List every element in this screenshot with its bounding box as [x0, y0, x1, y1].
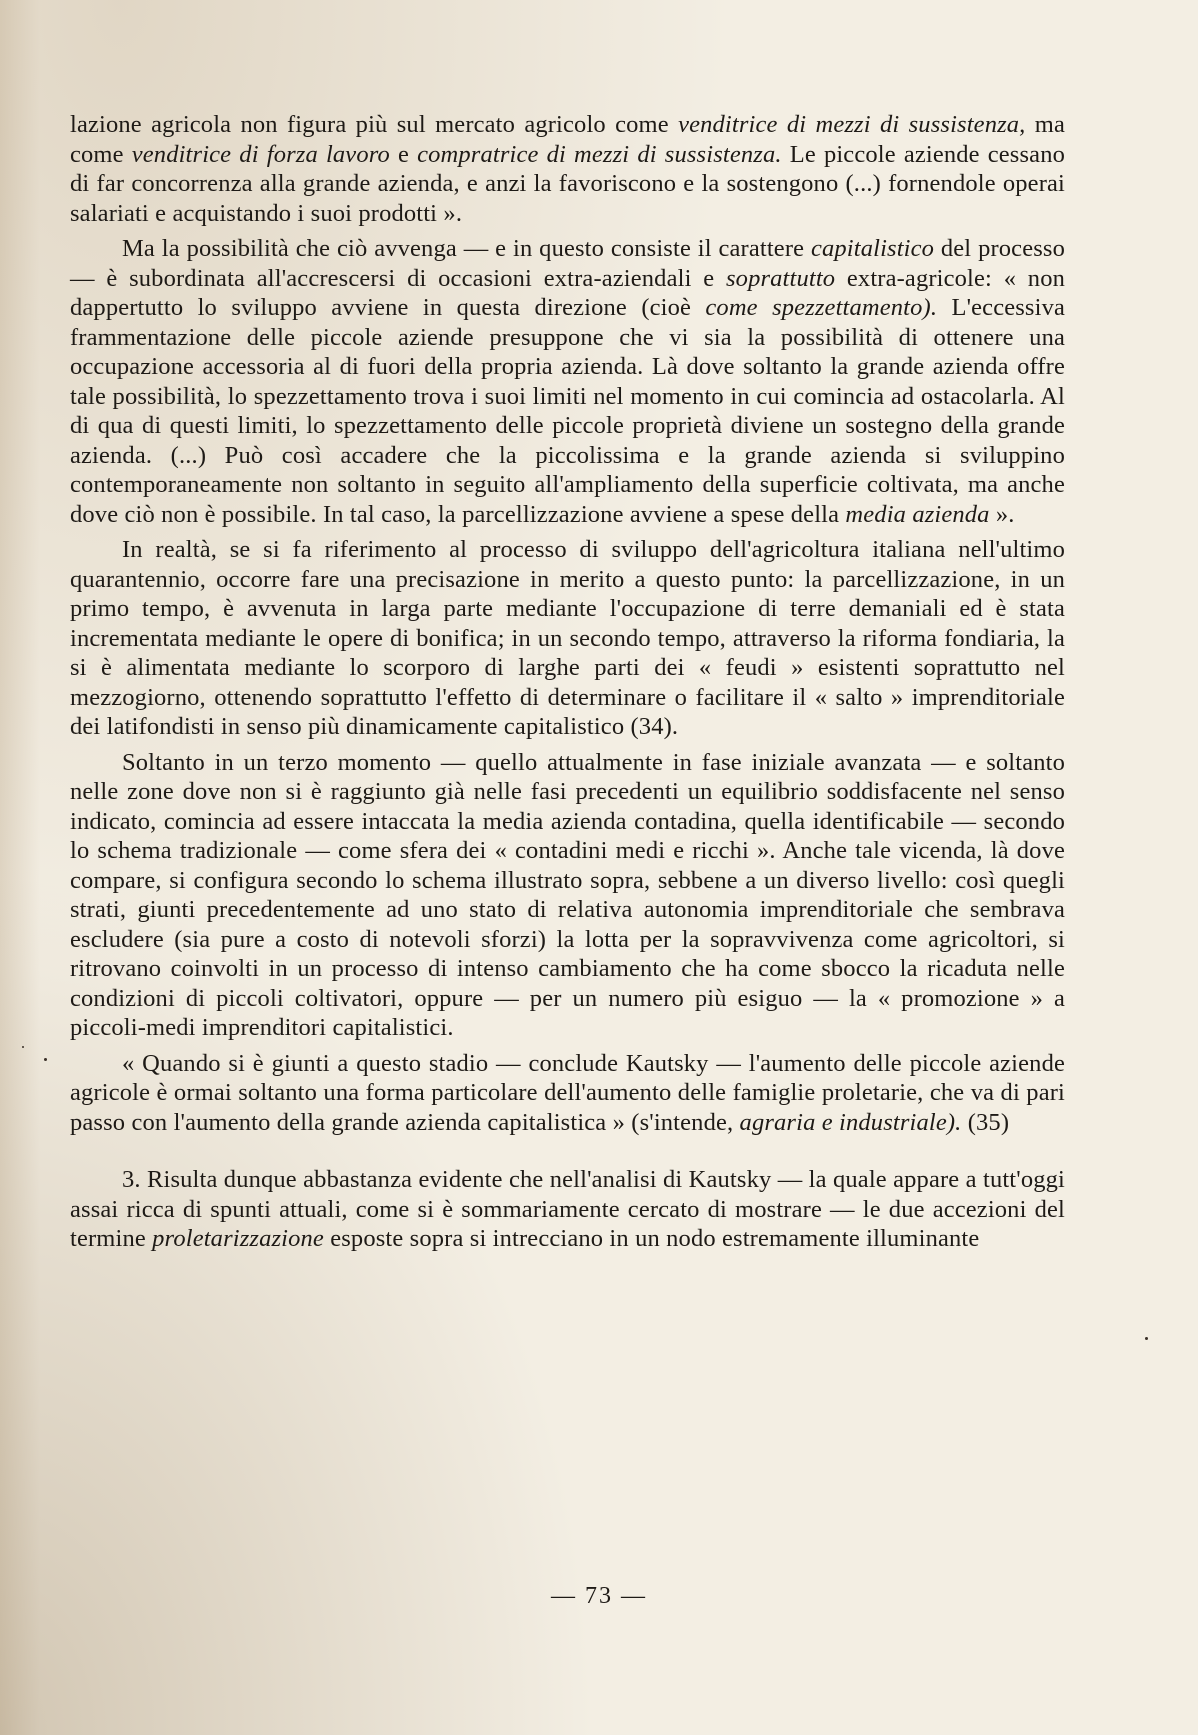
italic-run: compratrice di mezzi di sussistenza.	[417, 140, 782, 168]
text-run: del processo — è subordinata all'accrescersi di occasioni extra-aziendali e	[70, 235, 1065, 292]
italic-run: come spezzettamento).	[705, 294, 938, 321]
paragraph-2	[70, 234, 1065, 529]
text-run: Soltanto in un terzo momento — quello attualmente in fase iniziale avanzata — e soltanto nelle zone dove non si è raggiunto già nelle fasi precedenti un equilibrio soddisfacente nel senso indicato, comincia ad essere intaccata la media azienda contadina, quella identificabile — secondo lo schema tradizionale — come sfera dei « contadini medi e ricchi ». Anche tale vicenda, là dove compare, si configura secondo lo schema illustrato sopra, sebbene a un diverso livello: così quegli strati, giunti precedentemente ad uno stato di relativa autonomia imprenditoriale che sembrava escludere (sia pure a costo di notevoli sforzi) la lotta per la sopravvivenza come agricoltori, si ritrovano coinvolti in un processo di intenso cambiamento che ha come sbocco la ricaduta nelle condizioni di piccoli coltivatori, oppure — per un numero più esiguo — la « promozione » a piccoli-medi imprenditori capitalistici.	[70, 748, 1065, 1041]
text-run: e	[389, 140, 418, 168]
text-run: ma come	[70, 111, 1066, 168]
paragraph-1	[70, 110, 1065, 228]
text-run: Ma la possibilità che ciò avvenga — e in questo consiste il carattere	[122, 235, 811, 262]
italic-run: venditrice di forza lavoro	[131, 140, 390, 168]
paragraph-6-section-3	[70, 1165, 1065, 1254]
paragraph-3	[70, 535, 1065, 742]
text-run: In realtà, se si fa riferimento al processo di sviluppo dell'agricoltura italiana nell'ultimo quarantennio, occorre fare una precisazione in merito a questo punto: la parcellizzazione, in un primo tempo, è avvenuta in larga parte mediante l'occupazione di terre demaniali ed è stata incrementata mediante le opere di bonifica; in un secondo tempo, attraverso la riforma fondiaria, la si è alimentata mediante lo scorporo di larghe parti dei « feudi » esistenti soprattutto nel mezzogiorno, ottenendo soprattutto l'effetto di determinare o facilitare il « salto » imprenditoriale dei latifondisti in senso più dinamicamente capitalistico (34).	[70, 536, 1065, 740]
text-run: esposte sopra si intrecciano in un nodo estremamente illuminante	[323, 1225, 980, 1252]
text-run: lazione agricola non figura più sul mercato agricolo come	[70, 111, 679, 138]
italic-run: soprattutto	[725, 264, 836, 292]
text-run: 3. Risulta dunque abbastanza evidente che nell'analisi di Kautsky — la quale appare a tutt'oggi assai ricca di spunti attuali, come si è sommariamente cercato di mostrare — le due accezioni del termine	[70, 1166, 1065, 1252]
text-run: « Quando si è giunti a questo stadio — conclude Kautsky — l'aumento delle piccole aziende agricole è ormai soltanto una forma particolare dell'aumento delle famiglie proletarie, che va di pari passo con l'aumento della grande azienda capitalistica » (s'intende,	[70, 1049, 1065, 1136]
text-run: extra-agricole: « non dappertutto lo sviluppo avviene in questa direzione (cioè	[70, 264, 1066, 321]
italic-run: media azienda	[845, 500, 990, 528]
body-text	[70, 110, 1065, 1260]
page-number: — 73 —	[551, 1583, 647, 1609]
text-run: ».	[989, 500, 1015, 528]
scan-speck	[44, 1058, 47, 1061]
text-run: L'eccessiva frammentazione delle piccole aziende presuppone che vi sia la possibilità di ottenere una occupazione accessoria al di fuori della propria azienda. Là dove soltanto la grande azienda offre tale possibilità, lo spezzettamento trova i suoi limiti nel momento in cui comincia ad ostacolarla. Al di qua di questi limiti, lo spezzettamento delle piccole proprietà diviene un sostegno della grande azienda. (...) Può così accadere che la piccolissima e la grande azienda si sviluppino contemporaneamente non soltanto in seguito all'ampliamento della superficie coltivata, ma anche dove ciò non è possibile. In tal caso, la parcellizzazione avviene a spese della	[70, 294, 1065, 528]
scan-speck	[22, 1046, 24, 1048]
italic-run: agraria e industriale).	[739, 1108, 962, 1136]
scan-speck	[1145, 1337, 1148, 1340]
text-run: Le piccole aziende cessano di far concorrenza alla grande azienda, e anzi la favoriscono e la sostengono (...) fornendole operai salariati e acquistando i suoi prodotti ».	[70, 140, 1066, 227]
paragraph-5	[70, 1049, 1065, 1138]
paragraph-4	[70, 748, 1065, 1043]
italic-run: capitalistico	[810, 235, 935, 262]
text-run: (35)	[961, 1108, 1010, 1136]
italic-run: proletarizzazione	[152, 1225, 324, 1252]
italic-run: venditrice di mezzi di sussistenza,	[678, 111, 1026, 138]
